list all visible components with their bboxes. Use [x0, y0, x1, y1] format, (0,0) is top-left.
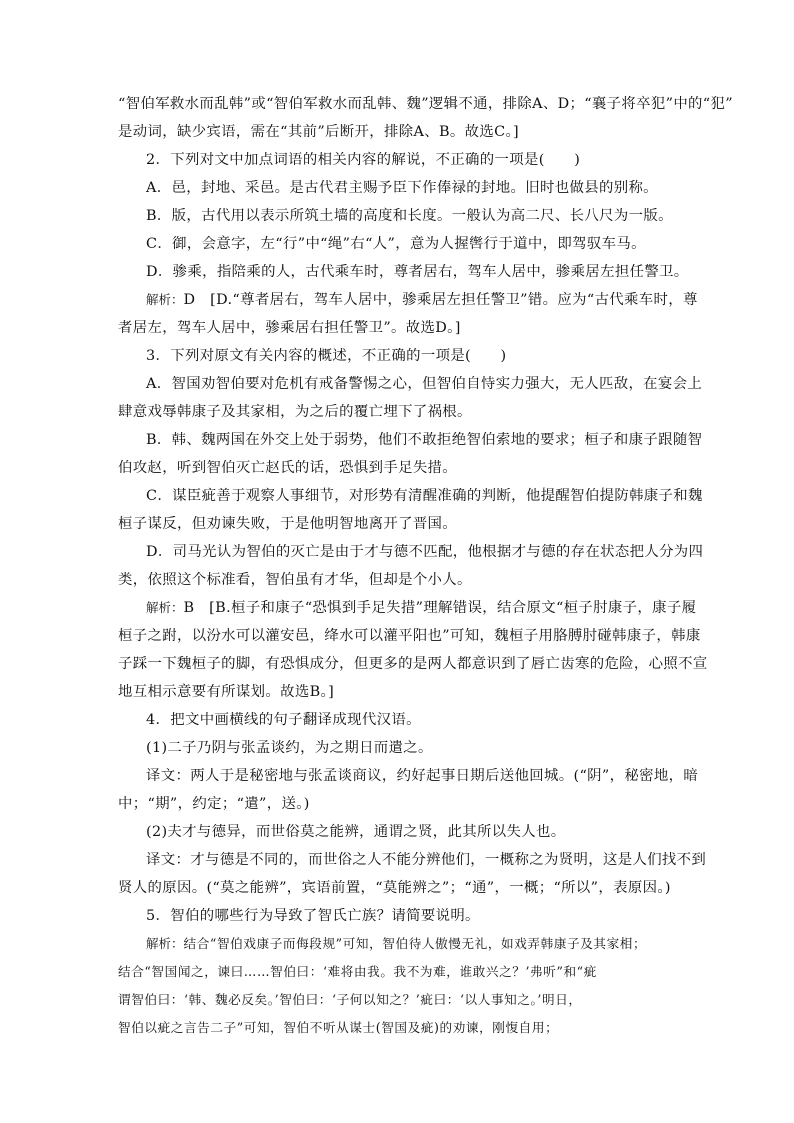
analysis-line — [146, 934, 646, 954]
translation-text: 才与德是不同的，而世俗之人不能分辨他们，一概称之为贤明，这是人们找不到 — [190, 852, 707, 868]
option-c: C．谋臣疵善于观察人事细节，对形势有清醒准确的判断，他提醒智伯提防韩康子和魏 — [146, 488, 703, 504]
option-d-cont: 类，依照这个标准看，智伯虽有才华，但却是个小人。 — [118, 572, 472, 588]
analysis-label: 解析： — [146, 600, 184, 615]
translation-line — [146, 850, 706, 870]
analysis-label: 解析： — [146, 936, 184, 951]
option-d: D．司马光认为智伯的灭亡是由于才与德不匹配，他根据才与德的存在状态把人分为四 — [146, 544, 704, 560]
translation-label: 译文： — [146, 852, 191, 868]
question-2: 2．下列对文中加点词语的相关内容的解说，不正确的一项是( ) — [146, 152, 581, 168]
analysis-line: 地互相示意要有所谋划。故选B。] — [118, 684, 335, 700]
analysis-line: 智伯以疵之言告二子”可知，智伯不听从谋士(智国及疵)的劝谏，刚愎自用； — [118, 1020, 559, 1035]
analysis-line: 子踩一下魏桓子的脚，有恐惧成分，但更多的是两人都意识到了唇亡齿寒的危险，心照不宣 — [118, 656, 708, 672]
option-c-cont: 桓子谋反，但劝谏失败，于是他明智地离开了晋国。 — [118, 516, 458, 532]
question-4: 4．把文中画横线的句子翻译成现代汉语。 — [146, 712, 421, 728]
translation-line: 贤人的原因。(“莫之能辨”，宾语前置，“莫能辨之”；“通”，一概；“所以”，表原因。) — [118, 880, 671, 896]
analysis-line: 者居左，驾车人居中，骖乘居右担任警卫”。故选D。] — [118, 320, 461, 336]
analysis-label: 解析： — [146, 292, 184, 307]
option-c: C．御，会意字，左“行”中“绳”右“人”，意为人握辔行于道中，即驾驭车马。 — [146, 236, 646, 252]
translation-label: 译文： — [146, 768, 191, 784]
option-b: B．韩、魏两国在外交上处于弱势，他们不敢拒绝智伯索地的要求；桓子和康子跟随智 — [146, 432, 703, 448]
analysis-line: 谓智伯曰：‘韩、魏必反矣。’智伯曰：‘子何以知之？’疵曰：‘以人事知之。’明日， — [118, 992, 582, 1007]
answer-text-line: 是动词，缺少宾语，需在“其前”后断开，排除A、B。故选C。] — [118, 124, 519, 140]
analysis-line — [146, 598, 696, 618]
translation-text: 两人于是秘密地与张孟谈商议，约好起事日期后送他回城。(“阴”，秘密地，暗 — [190, 768, 699, 784]
analysis-line — [146, 290, 698, 310]
analysis-text: B [B.桓子和康子“恐惧到手足失措”理解错误，结合原文“桓子肘康子，康子履 — [183, 600, 697, 616]
option-a-cont: 肆意戏辱韩康子及其家相，为之后的覆亡埋下了祸根。 — [118, 404, 472, 420]
analysis-text: 结合“智伯戏康子而侮段规”可知，智伯待人傲慢无礼，如戏弄韩康子及其家相； — [183, 936, 647, 951]
option-a: A．智国劝智伯要对危机有戒备警惕之心，但智伯自恃实力强大，无人匹敌，在宴会上 — [146, 376, 703, 392]
translation-line — [146, 766, 698, 786]
translation-line: 中；“期”，约定；“遣”，送。) — [118, 796, 310, 812]
answer-text-line: “智伯军救水而乱韩”或“智伯军救水而乱韩、魏”逻辑不通，排除A、D；“襄子将卒犯”中的“犯” — [118, 96, 733, 112]
option-b: B．版，古代用以表示所筑土墙的高度和长度。一般认为高二尺、长八尺为一版。 — [146, 208, 673, 224]
sentence-2: (2)夫才与德异，而世俗莫之能辨，通谓之贤，此其所以失人也。 — [146, 824, 566, 840]
analysis-line: 结合“智国闻之，谏曰……智伯曰：‘难将由我。我不为难，谁敢兴之？’弗听”和“疵 — [118, 964, 597, 979]
sentence-1: (1)二子乃阴与张孟谈约，为之期日而遣之。 — [146, 740, 433, 756]
analysis-text: D [D.“尊者居右，驾车人居中，骖乘居左担任警卫”错。应为“古代乘车时，尊 — [183, 292, 698, 308]
option-d: D．骖乘，指陪乘的人，古代乘车时，尊者居右，驾车人居中，骖乘居左担任警卫。 — [146, 264, 689, 280]
option-a: A．邑，封地、采邑。是古代君主赐予臣下作俸禄的封地。旧时也做县的别称。 — [146, 180, 658, 196]
question-5: 5．智伯的哪些行为导致了智氏亡族？请简要说明。 — [146, 908, 480, 924]
analysis-line: 桓子之跗，以汾水可以灌安邑，绛水可以灌平阳也”可知，魏桓子用胳膊肘碰韩康子，韩康 — [118, 628, 701, 644]
option-b-cont: 伯攻赵，听到智伯灭亡赵氏的话，恐惧到手足失措。 — [118, 460, 458, 476]
question-3: 3．下列对原文有关内容的概述，不正确的一项是( ) — [146, 348, 507, 364]
